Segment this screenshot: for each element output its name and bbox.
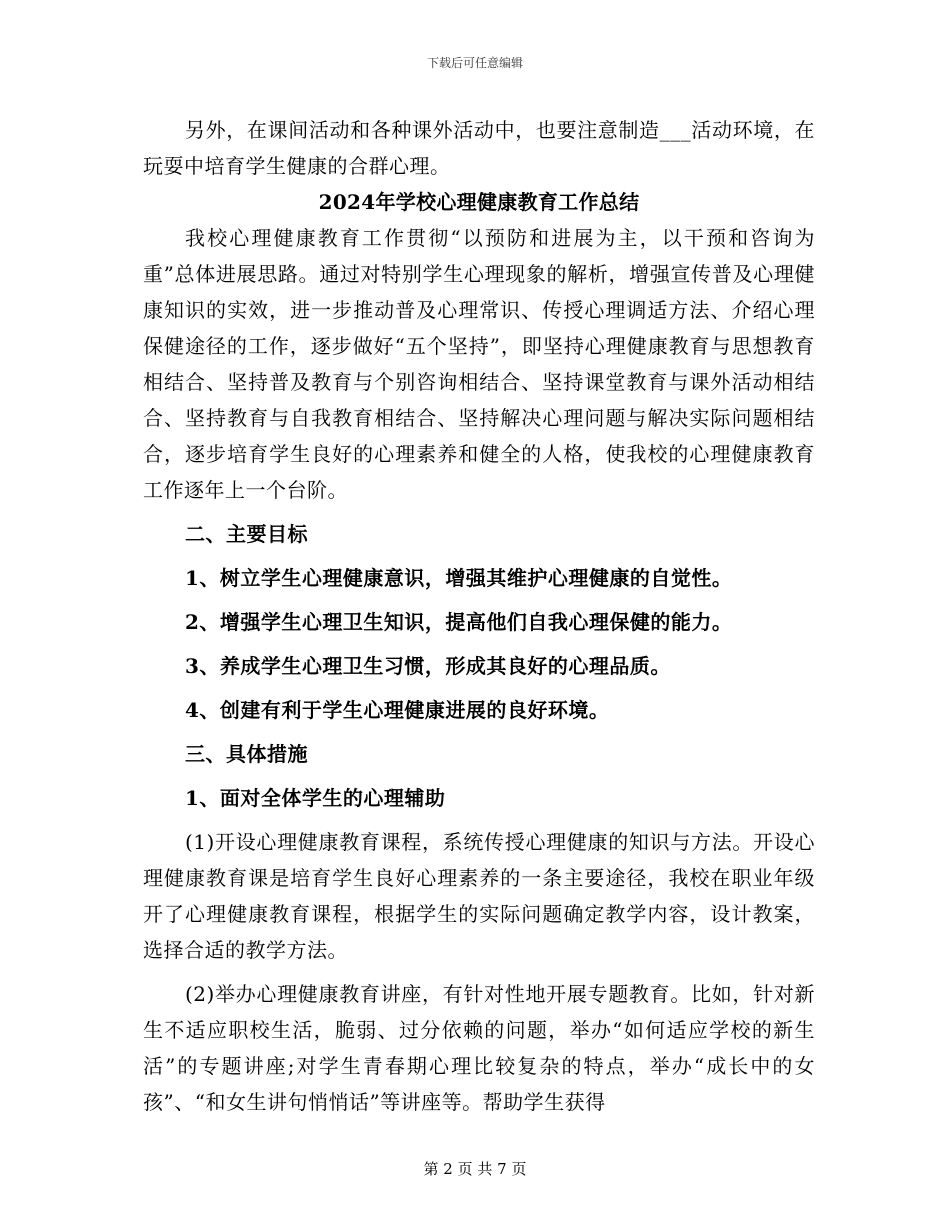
summary-paragraph: 我校心理健康教育工作贯彻“以预防和进展为主，以干预和咨询为重”总体进展思路。通过对特别学生心理现象的解析，增强宣传普及心理健康知识的实效，进一步推动普及心理常识、传授心理调适方法、介绍心理保健途径的工作，逐步做好“五个坚持”，即坚持心理健康教育与思想教育相结合、坚持普及教育与个别咨询相结合、坚持课堂教育与课外活动相结合、坚持教育与自我教育相结合、坚持解决心理问题与解决实际问题相结合，逐步培育学生良好的心理素养和健全的人格，使我校的心理健康教育工作逐年上一个台阶。 (143, 226, 815, 502)
goal-item: 1、树立学生心理健康意识，增强其维护心理健康的自觉性。 (185, 566, 733, 590)
section-heading-goals: 二、主要目标 (185, 522, 308, 546)
goal-item: 2、增强学生心理卫生知识，提高他们自我心理保健的能力。 (185, 610, 733, 634)
document-title: 2024年学校心理健康教育工作总结 (318, 190, 640, 214)
measure-item-paragraph: (1)开设心理健康教育课程，系统传授心理健康的知识与方法。开设心理健康教育课是培育学生良好心理素养的一条主要途径，我校在职业年级开了心理健康教育课程，根据学生的实际问题确定教学内容，设计教案，选择合适的教学方法。 (143, 830, 815, 962)
measure-item-paragraph: (2)举办心理健康教育讲座，有针对性地开展专题教育。比如，针对新生不适应职校生活，脆弱、过分依赖的问题，举办“如何适应学校的新生活”的专题讲座;对学生青春期心理比较复杂的特点，举办“成长中的女孩”、“和女生讲句悄悄话”等讲座等。帮助学生获得 (143, 982, 815, 1114)
intro-paragraph: 另外，在课间活动和各种课外活动中，也要注意制造___活动环境，在玩耍中培育学生健康的合群心理。 (143, 118, 815, 178)
goal-item: 3、养成学生心理卫生习惯，形成其良好的心理品质。 (185, 654, 671, 678)
goal-item: 4、创建有利于学生心理健康进展的良好环境。 (185, 698, 610, 722)
page-header-note: 下载后可任意编辑 (426, 56, 523, 70)
document-body (143, 112, 815, 1120)
measure-heading: 1、面对全体学生的心理辅助 (185, 786, 446, 810)
page-number: 第 2 页 共 7 页 (423, 1160, 527, 1178)
section-heading-measures: 三、具体措施 (185, 742, 308, 766)
